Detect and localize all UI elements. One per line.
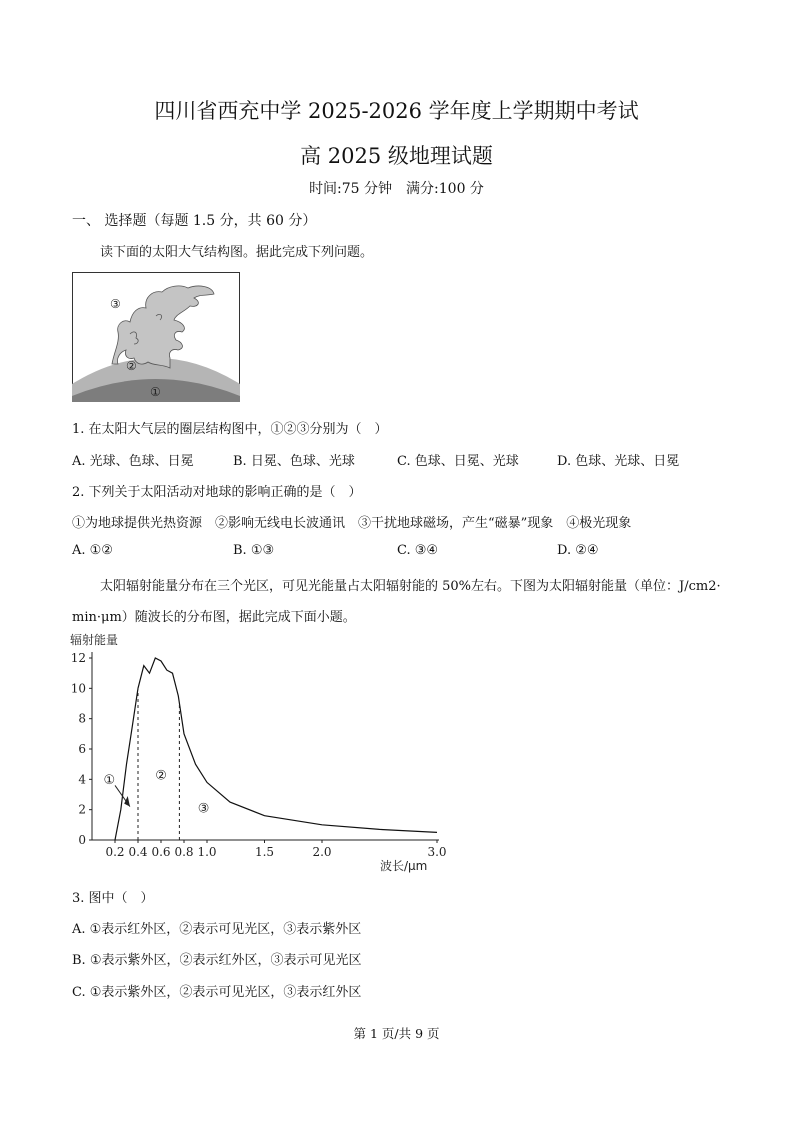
q1-option-a[interactable]: A. 光球、色球、日冕 bbox=[72, 454, 194, 469]
passage-line-1: 太阳辐射能量分布在三个光区，可见光能量占太阳辐射能的 50%左右。下图为太阳辐射能量（单位：J/cm2· bbox=[100, 579, 721, 594]
y-axis-label: 辐射能量 bbox=[70, 633, 119, 647]
x-tick-label: 2.0 bbox=[312, 845, 332, 859]
q3-option-c[interactable]: C. ①表示紫外区，②表示可见光区，③表示红外区 bbox=[72, 985, 362, 1000]
q1-option-b[interactable]: B. 日冕、色球、光球 bbox=[233, 454, 355, 469]
sun-label-3: ③ bbox=[110, 297, 121, 311]
page-number: 第 1 页/共 9 页 bbox=[353, 1026, 440, 1041]
region-label: ② bbox=[155, 768, 167, 784]
radiation-curve bbox=[115, 658, 437, 840]
radiation-chart bbox=[62, 630, 452, 875]
q1-option-c[interactable]: C. 色球、日冕、光球 bbox=[397, 454, 519, 469]
q2-option-d[interactable]: D. ②④ bbox=[557, 543, 599, 558]
q2-stem: 2. 下列关于太阳活动对地球的影响正确的是（ ） bbox=[72, 485, 362, 500]
x-tick-label: 1.0 bbox=[197, 845, 217, 859]
y-tick-label: 4 bbox=[78, 772, 86, 787]
time-info: 时间:75 分钟 满分:100 分 bbox=[309, 181, 484, 197]
sun-structure-figure bbox=[72, 272, 240, 402]
x-tick-label: 1.5 bbox=[254, 845, 275, 859]
q3-option-b[interactable]: B. ①表示紫外区，②表示红外区，③表示可见光区 bbox=[72, 953, 362, 968]
q3-stem: 3. 图中（ ） bbox=[72, 891, 154, 906]
x-tick-label: 0.4 bbox=[128, 845, 148, 859]
passage-line-2: min·μm）随波长的分布图，据此完成下面小题。 bbox=[72, 610, 356, 625]
q2-items: ①为地球提供光热资源 ②影响无线电长波通讯 ③干扰地球磁场，产生“磁暴”现象 ④极光现象 bbox=[72, 516, 632, 531]
x-axis-label: 波长/μm bbox=[380, 859, 428, 873]
x-tick-label: 0.2 bbox=[105, 845, 125, 859]
q1-stem: 1. 在太阳大气层的圈层结构图中，①②③分别为（ ） bbox=[72, 422, 388, 437]
region-1-arrowhead bbox=[124, 796, 130, 807]
q2-option-b[interactable]: B. ①③ bbox=[233, 543, 275, 558]
sun-label-1: ① bbox=[150, 385, 161, 399]
y-tick-label: 10 bbox=[70, 681, 86, 696]
y-tick-label: 6 bbox=[78, 742, 86, 756]
x-tick-label: 3.0 bbox=[427, 845, 447, 859]
section-intro: 读下面的太阳大气结构图。据此完成下列问题。 bbox=[100, 245, 374, 260]
y-tick-label: 12 bbox=[70, 651, 86, 665]
exam-title: 四川省西充中学 2025-2026 学年度上学期期中考试 bbox=[154, 99, 639, 123]
section-heading: 一、 选择题（每题 1.5 分，共 60 分） bbox=[72, 213, 317, 229]
x-tick-label: 0.6 bbox=[151, 845, 171, 859]
q3-option-a[interactable]: A. ①表示红外区，②表示可见光区，③表示紫外区 bbox=[72, 922, 362, 937]
y-tick-label: 0 bbox=[78, 833, 86, 847]
x-tick-label: 0.8 bbox=[174, 845, 194, 859]
q2-option-c[interactable]: C. ③④ bbox=[397, 543, 439, 558]
exam-subtitle: 高 2025 级地理试题 bbox=[300, 144, 493, 168]
q1-option-d[interactable]: D. 色球、光球、日冕 bbox=[557, 454, 680, 469]
sun-label-2: ② bbox=[126, 359, 137, 373]
y-tick-label: 2 bbox=[78, 802, 86, 817]
region-label: ③ bbox=[197, 801, 210, 817]
region-label: ① bbox=[103, 772, 116, 788]
y-tick-label: 8 bbox=[78, 711, 86, 726]
q2-option-a[interactable]: A. ①② bbox=[72, 543, 113, 558]
